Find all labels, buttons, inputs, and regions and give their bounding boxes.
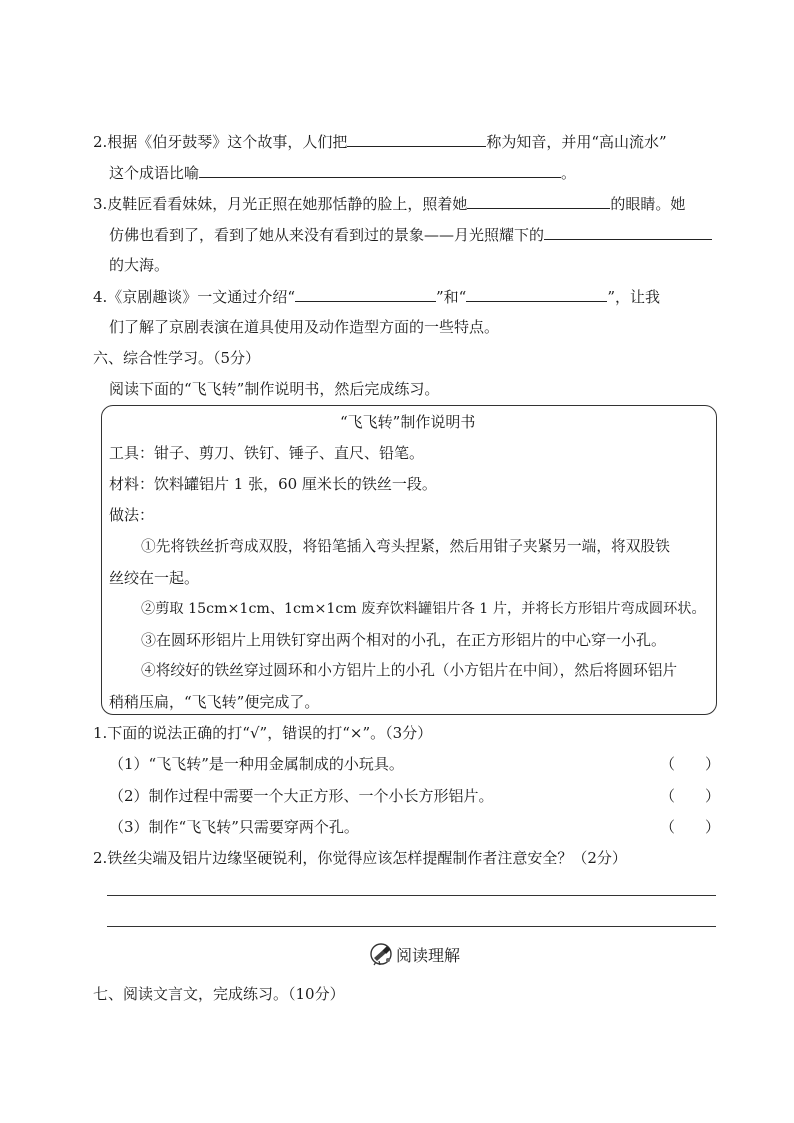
reading-section-badge xyxy=(369,941,460,971)
q2-text-b: 称为知音，并用“高山流水” xyxy=(486,133,667,151)
box-step1-a: ①先将铁丝折弯成双股，将铅笔插入弯头捏紧，然后用钳子夹紧另一端，将双股铁 xyxy=(141,538,670,555)
section7-title: 七、阅读文言文，完成练习。（10分） xyxy=(93,985,345,1003)
q4-text-a: 4.《京剧趣谈》一文通过介绍“ xyxy=(93,288,295,306)
answer-line-2[interactable] xyxy=(107,926,716,927)
answer-paren-1[interactable]: （ ） xyxy=(660,755,721,773)
q3-text-d: 的大海。 xyxy=(109,256,170,274)
q3-text-a: 3.皮鞋匠看看妹妹，月光正照在她那恬静的脸上，照着她 xyxy=(93,195,468,213)
q3-blank-2[interactable] xyxy=(544,224,712,240)
q2-text-a: 2.根据《伯牙鼓琴》这个故事，人们把 xyxy=(93,133,348,151)
q4-text-d: 们了解了京剧表演在道具使用及动作造型方面的一些特点。 xyxy=(109,318,500,336)
section6-title: 六、综合性学习。（5分） xyxy=(93,349,261,367)
box-materials: 材料：饮料罐铝片 1 张，60 厘米长的铁丝一段。 xyxy=(109,475,437,493)
q4-text-b: ”和“ xyxy=(435,288,467,306)
q4-line-2 xyxy=(109,317,499,337)
q3-blank-1[interactable] xyxy=(467,193,610,209)
s6-q1-item-3: （3）制作“飞飞转”只需要穿两个孔。 xyxy=(109,818,359,836)
q3-line-1 xyxy=(93,193,685,214)
q2-text-c: 这个成语比喻 xyxy=(109,164,200,182)
s6-q2-prompt: 2.铁丝尖端及铝片边缘坚硬锐利，你觉得应该怎样提醒制作者注意安全？（2分） xyxy=(93,849,627,867)
q3-line-2 xyxy=(109,224,712,245)
box-tools: 工具：钳子、剪刀、铁钉、锤子、直尺、铅笔。 xyxy=(109,444,425,462)
q4-blank-2[interactable] xyxy=(466,286,607,302)
box-step3: ③在圆环形铝片上用铁钉穿出两个相对的小孔，在正方形铝片的中心穿一小孔。 xyxy=(141,631,667,649)
q2-line-1 xyxy=(93,131,667,152)
q2-blank-1[interactable] xyxy=(347,131,486,147)
answer-line-1[interactable] xyxy=(107,895,716,896)
box-step4-a: ④将绞好的铁丝穿过圆环和小方铝片上的小孔（小方铝片在中间），然后将圆环铝片 xyxy=(141,662,678,679)
q3-line-3 xyxy=(109,255,169,275)
q4-blank-1[interactable] xyxy=(295,286,436,302)
q2-text-d: 。 xyxy=(561,164,577,182)
answer-paren-3[interactable]: （ ） xyxy=(660,818,721,836)
box-step1-b: 丝绞在一起。 xyxy=(109,569,200,587)
q4-text-c: ”，让我 xyxy=(607,288,660,306)
box-method-label: 做法： xyxy=(109,506,155,524)
reading-section-label: 阅读理解 xyxy=(396,946,461,965)
q2-line-2 xyxy=(109,162,576,183)
q3-text-b: 的眼睛。她 xyxy=(610,195,686,213)
q3-text-c: 仿佛也看到了，看到了她从来没有看到过的景象——月光照耀下的 xyxy=(109,226,545,244)
answer-paren-2[interactable]: （ ） xyxy=(660,787,721,805)
box-title: “飞飞转”制作说明书 xyxy=(340,413,476,431)
q4-line-1 xyxy=(93,286,660,307)
s6-q1-item-2: （2）制作过程中需要一个大正方形、一个小长方形铝片。 xyxy=(109,787,494,805)
s6-q1-item-1: （1）“飞飞转”是一种用金属制成的小玩具。 xyxy=(109,755,404,773)
s6-q1-prompt: 1.下面的说法正确的打“√”，错误的打“×”。（3分） xyxy=(93,724,433,742)
q2-blank-2[interactable] xyxy=(199,162,561,178)
box-step4-b: 稍稍压扁，“飞飞转”便完成了。 xyxy=(109,693,320,711)
reading-telescope-icon xyxy=(369,941,395,971)
section6-intro: 阅读下面的“飞飞转”制作说明书，然后完成练习。 xyxy=(109,380,440,398)
box-step2: ②剪取 15cm×1cm、1cm×1cm 废弃饮料罐铝片各 1 片，并将长方形铝片弯成圆环状。 xyxy=(141,601,706,617)
